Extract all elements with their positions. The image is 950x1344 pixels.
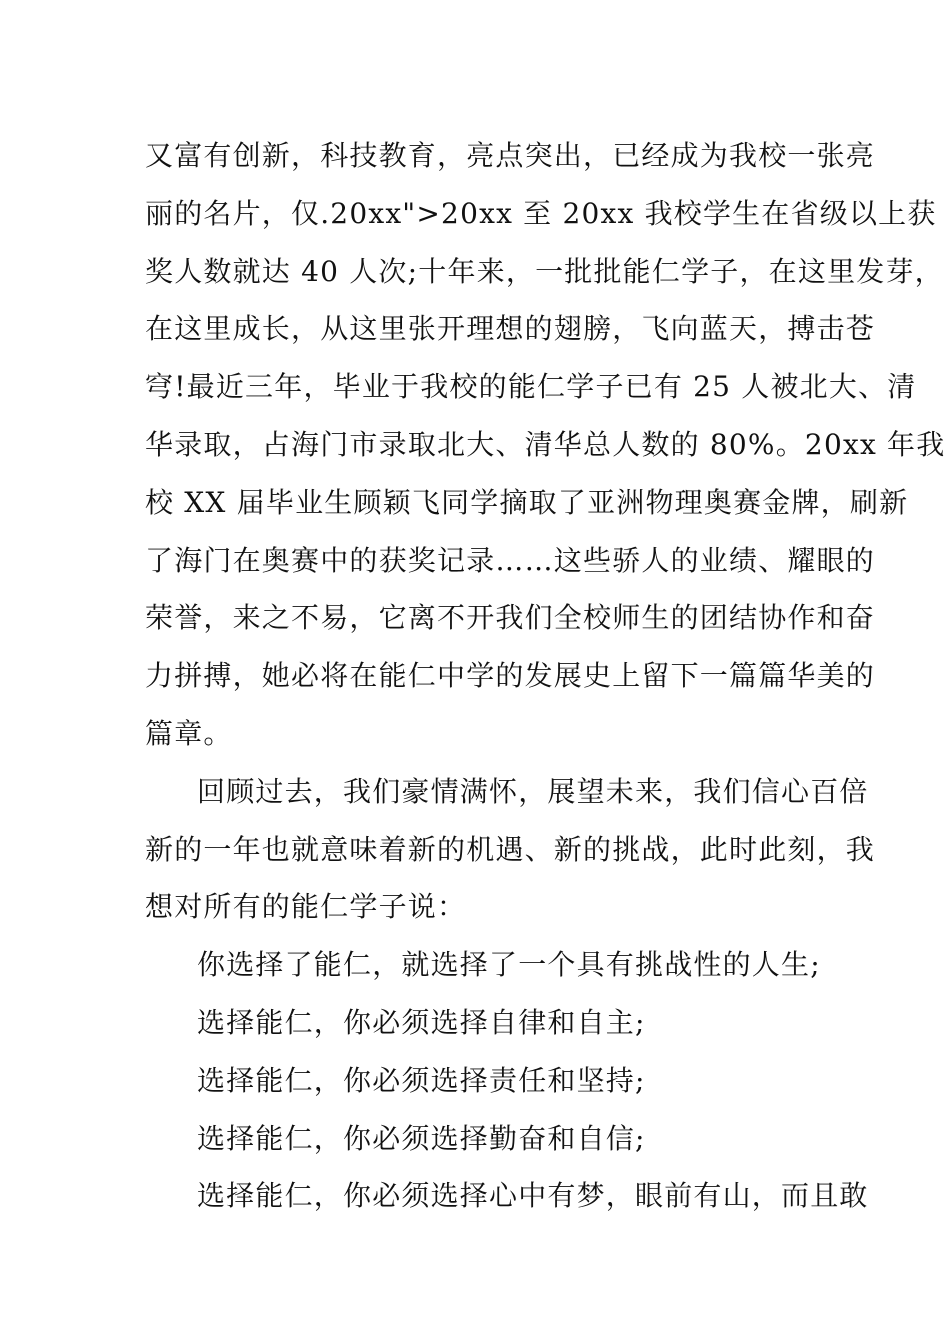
text-line: 华录取，占海门市录取北大、清华总人数的 80%。20xx 年我 bbox=[145, 427, 946, 461]
body-text bbox=[145, 127, 946, 1225]
text-line: 校 XX 届毕业生顾颖飞同学摘取了亚洲物理奥赛金牌，刷新 bbox=[145, 485, 909, 519]
text-line: 了海门在奥赛中的获奖记录……这些骄人的业绩、耀眼的 bbox=[145, 543, 876, 577]
text-line: 穹!最近三年，毕业于我校的能仁学子已有 25 人被北大、清 bbox=[145, 370, 917, 404]
text-line: 荣誉，来之不易，它离不开我们全校师生的团结协作和奋 bbox=[145, 601, 876, 635]
text-line: 力拼搏，她必将在能仁中学的发展史上留下一篇篇华美的 bbox=[145, 659, 876, 693]
list-line: 选择能仁，你必须选择勤奋和自信; bbox=[197, 1121, 646, 1155]
list-line: 你选择了能仁，就选择了一个具有挑战性的人生; bbox=[197, 948, 821, 982]
text-line: 丽的名片，仅.20xx">20xx 至 20xx 我校学生在省级以上获 bbox=[145, 196, 937, 230]
text-line: 在这里成长，从这里张开理想的翅膀，飞向蓝天，搏击苍 bbox=[145, 312, 876, 346]
text-line: 想对所有的能仁学子说： bbox=[145, 890, 467, 924]
text-line: 篇章。 bbox=[145, 716, 233, 750]
paragraph-start-line: 回顾过去，我们豪情满怀，展望未来，我们信心百倍 bbox=[197, 774, 869, 808]
list-line: 选择能仁，你必须选择责任和坚持; bbox=[197, 1063, 646, 1097]
text-line: 新的一年也就意味着新的机遇、新的挑战，此时此刻，我 bbox=[145, 832, 876, 866]
text-line: 奖人数就达 40 人次;十年来，一批批能仁学子，在这里发芽， bbox=[145, 254, 944, 288]
list-line: 选择能仁，你必须选择自律和自主; bbox=[197, 1005, 646, 1039]
text-line: 又富有创新，科技教育，亮点突出，已经成为我校一张亮 bbox=[145, 139, 876, 172]
list-line: 选择能仁，你必须选择心中有梦，眼前有山，而且敢 bbox=[197, 1179, 869, 1213]
